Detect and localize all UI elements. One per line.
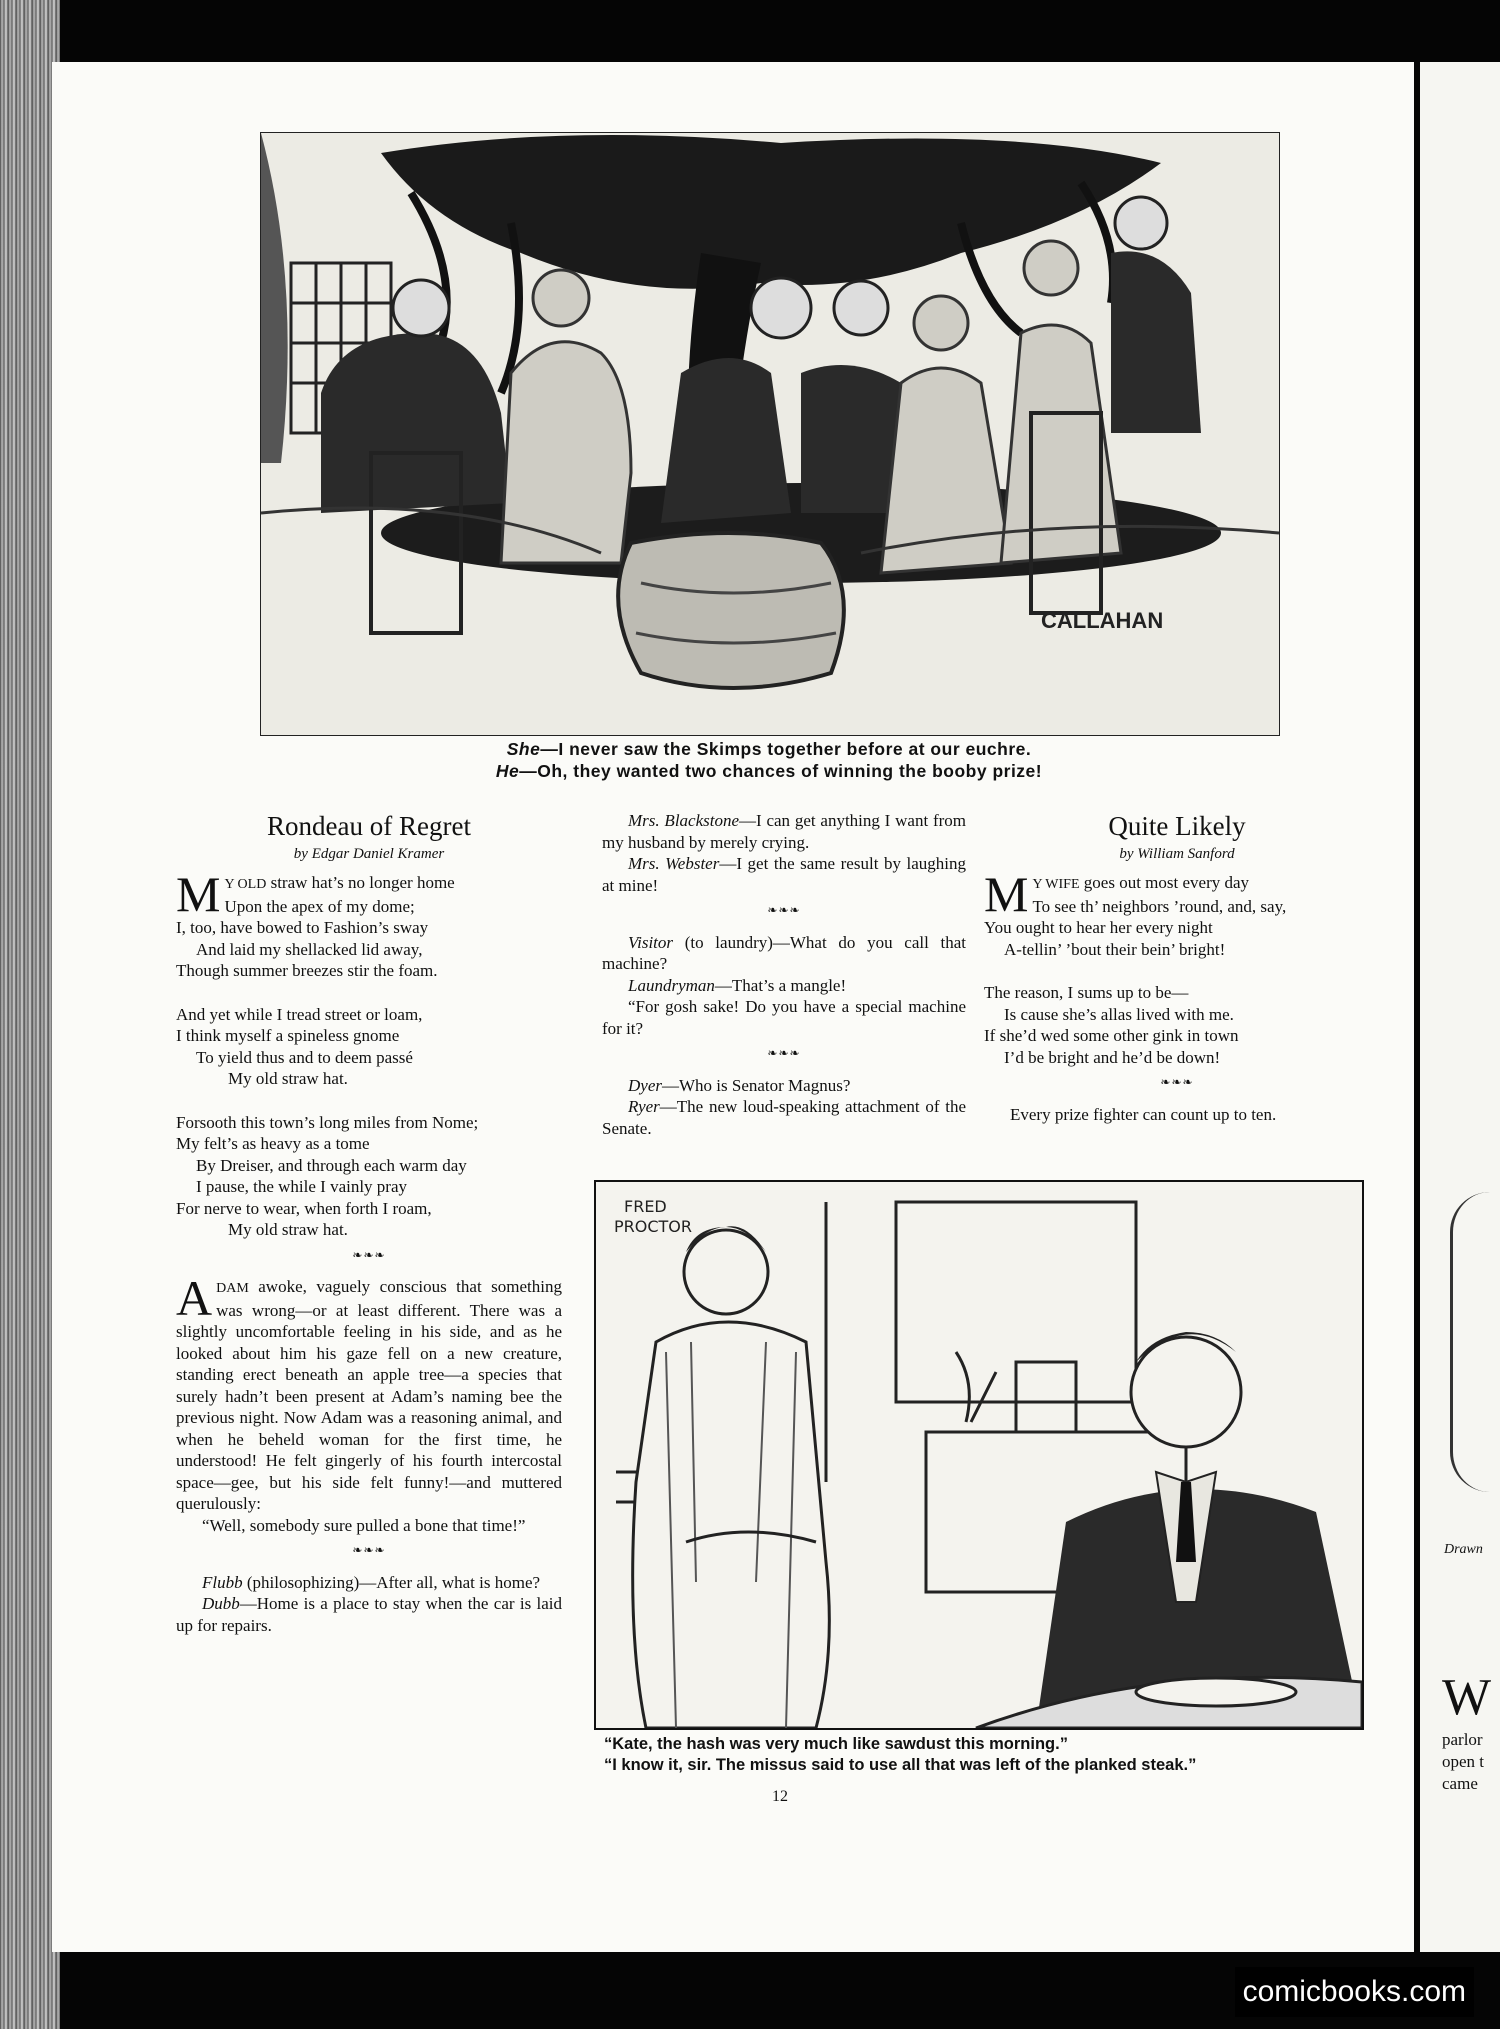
- poem-line: I’d be bright and he’d be down!: [1004, 1047, 1221, 1067]
- section-separator: ❧❧❧: [352, 1247, 386, 1262]
- caption-line-1: “Kate, the hash was very much like sawdust this morning.”: [604, 1735, 1068, 1753]
- adam-story: ADAM awoke, vaguely conscious that something was wrong—or at least different. There was a slightly uncomfortable feeling in his side, and as he looked about him his gaze fell on a new creature, standing erect beneath an apple tree—a species that surely hadn’t been present at Adam’s naming bee the previous night. Now Adam was a reasoning animal, and when he beheld woman for the first time, he understood! He felt gingerly of his fourth intercostal space—gee, but his side felt funny!—and muttered querulously: “Well, somebody sure pulled a bone that time!”: [176, 1270, 562, 1535]
- adjacent-page-edge: [1420, 62, 1500, 1952]
- card-party-illustration: [260, 132, 1280, 736]
- top-cartoon-caption: [260, 738, 1278, 782]
- caption-line-he: He—Oh, they wanted two chances of winning the booby prize!: [495, 761, 1043, 781]
- quite-likely-dropcap: M: [984, 866, 1029, 922]
- column-left: [176, 810, 562, 1636]
- laundry-joke: Visitor (to laundry)—What do you call that machine? Laundryman—That’s a mangle! “For gosh sake! Do you have a special machine for it?: [602, 932, 966, 1038]
- rondeau-title: Rondeau of Regret: [267, 811, 471, 841]
- section-separator: ❧❧❧: [767, 903, 801, 917]
- poem-line: Forsooth this town’s long miles from Nome;: [176, 1112, 479, 1132]
- quite-likely-poem: M Y WIFE goes out most every day To see th’ neighbors ’round, and, say, You ought to hear her every night A-tellin’ ’bout their bein’ bright! The reason, I sums up to be— Is cause she’s allas lived with me. If she’d wed some other gink in town I’d be bright and he’d be down!: [984, 872, 1370, 1068]
- cartoonist-signature-line2: PROCTOR: [614, 1217, 693, 1236]
- column-middle: [602, 810, 966, 1139]
- poem-line: My felt’s as heavy as a tome: [176, 1134, 370, 1153]
- section-separator: ❧❧❧: [767, 1046, 801, 1060]
- adjacent-drawn-label: Drawn: [1444, 1542, 1483, 1557]
- poem-line: I think myself a spineless gnome: [176, 1026, 400, 1045]
- illustrator-signature: CALLAHAN: [1041, 608, 1164, 633]
- adjacent-text-line: came: [1442, 1774, 1478, 1793]
- rondeau-byline: by Edgar Daniel Kramer: [293, 846, 445, 862]
- poem-line: Is cause she’s allas lived with me.: [1004, 1004, 1234, 1024]
- poem-line: My old straw hat.: [228, 1069, 348, 1088]
- poem-line: To yield thus and to deem passé: [196, 1047, 413, 1067]
- rondeau-poem: M Y OLD straw hat’s no longer home Upon the apex of my dome; I, too, have bowed to Fashion’s sway And laid my shellacked lid away, Though summer breezes stir the foam. And yet while I tread street or loam, I think myself a spineless gnome To yield thus and to deem passé My old straw hat. Forsooth this town’s long miles from Nome; My felt’s as heavy as a tome By Dreiser, and through each warm day I pause, the while I vainly pray For nerve to wear, when forth I roam, My old straw hat.: [176, 872, 562, 1241]
- adjacent-dropcap: W: [1442, 1669, 1492, 1726]
- caption-line-2: “I know it, sir. The missus said to use all that was left of the planked steak.”: [604, 1756, 1197, 1774]
- quite-likely-title: Quite Likely: [1108, 811, 1246, 841]
- hash-cartoon-drawing: [596, 1182, 1362, 1728]
- poem-line: My old straw hat.: [228, 1220, 348, 1239]
- cartoonist-signature-line1: FRED: [624, 1197, 667, 1216]
- caption-line-she: She—I never saw the Skimps together before at our euchre.: [506, 739, 1032, 759]
- poem-line: Upon the apex of my dome;: [224, 896, 415, 916]
- watermark-label: comicbooks.com: [1235, 1967, 1474, 2017]
- flubb-joke: Flubb (philosophizing)—After all, what is home? Dubb—Home is a place to stay when the car is laid up for repairs.: [176, 1572, 562, 1635]
- adjacent-text-line: open t: [1442, 1752, 1485, 1771]
- adam-quote: “Well, somebody sure pulled a bone that time!”: [202, 1515, 526, 1535]
- poem-line: And yet while I tread street or loam,: [176, 1004, 423, 1024]
- card-party-drawing: [261, 133, 1279, 735]
- dyer-joke: Dyer—Who is Senator Magnus? Ryer—The new loud-speaking attachment of the Senate.: [602, 1075, 966, 1138]
- adjacent-text-line: parlor: [1442, 1730, 1483, 1749]
- poem-line: You ought to hear her every night: [984, 918, 1213, 937]
- poem-line: A-tellin’ ’bout their bein’ bright!: [1004, 939, 1226, 959]
- column-right: [984, 810, 1370, 1125]
- poem-line: I pause, the while I vainly pray: [196, 1177, 408, 1196]
- bottom-cartoon-caption: [604, 1734, 1364, 1776]
- poem-line: And laid my shellacked lid away,: [196, 939, 423, 959]
- prize-fighter-joke: Every prize fighter can count up to ten.: [1010, 1104, 1277, 1124]
- section-separator: ❧❧❧: [352, 1543, 386, 1557]
- hash-cartoon-illustration: [594, 1180, 1364, 1730]
- rondeau-dropcap: M: [176, 866, 221, 922]
- adjacent-sketch-fragment: [1450, 1192, 1500, 1492]
- poem-line: The reason, I sums up to be—: [984, 983, 1189, 1002]
- blackstone-joke: Mrs. Blackstone—I can get anything I want from my husband by merely crying. Mrs. Webster—I get the same result by laughing at mine!: [602, 811, 966, 895]
- poem-line: For nerve to wear, when forth I roam,: [176, 1198, 432, 1218]
- poem-line: If she’d wed some other gink in town: [984, 1026, 1239, 1045]
- poem-line: To see th’ neighbors ’round, and, say,: [1032, 896, 1287, 916]
- page-number: 12: [772, 1788, 788, 1805]
- adam-dropcap: A: [176, 1270, 213, 1326]
- book-binding: [0, 0, 60, 2029]
- section-separator: ❧❧❧: [1160, 1075, 1194, 1089]
- quite-likely-byline: by William Sanford: [1119, 846, 1235, 862]
- poem-line: Though summer breezes stir the foam.: [176, 961, 438, 980]
- poem-line: I, too, have bowed to Fashion’s sway: [176, 918, 429, 937]
- poem-line: By Dreiser, and through each warm day: [196, 1155, 467, 1175]
